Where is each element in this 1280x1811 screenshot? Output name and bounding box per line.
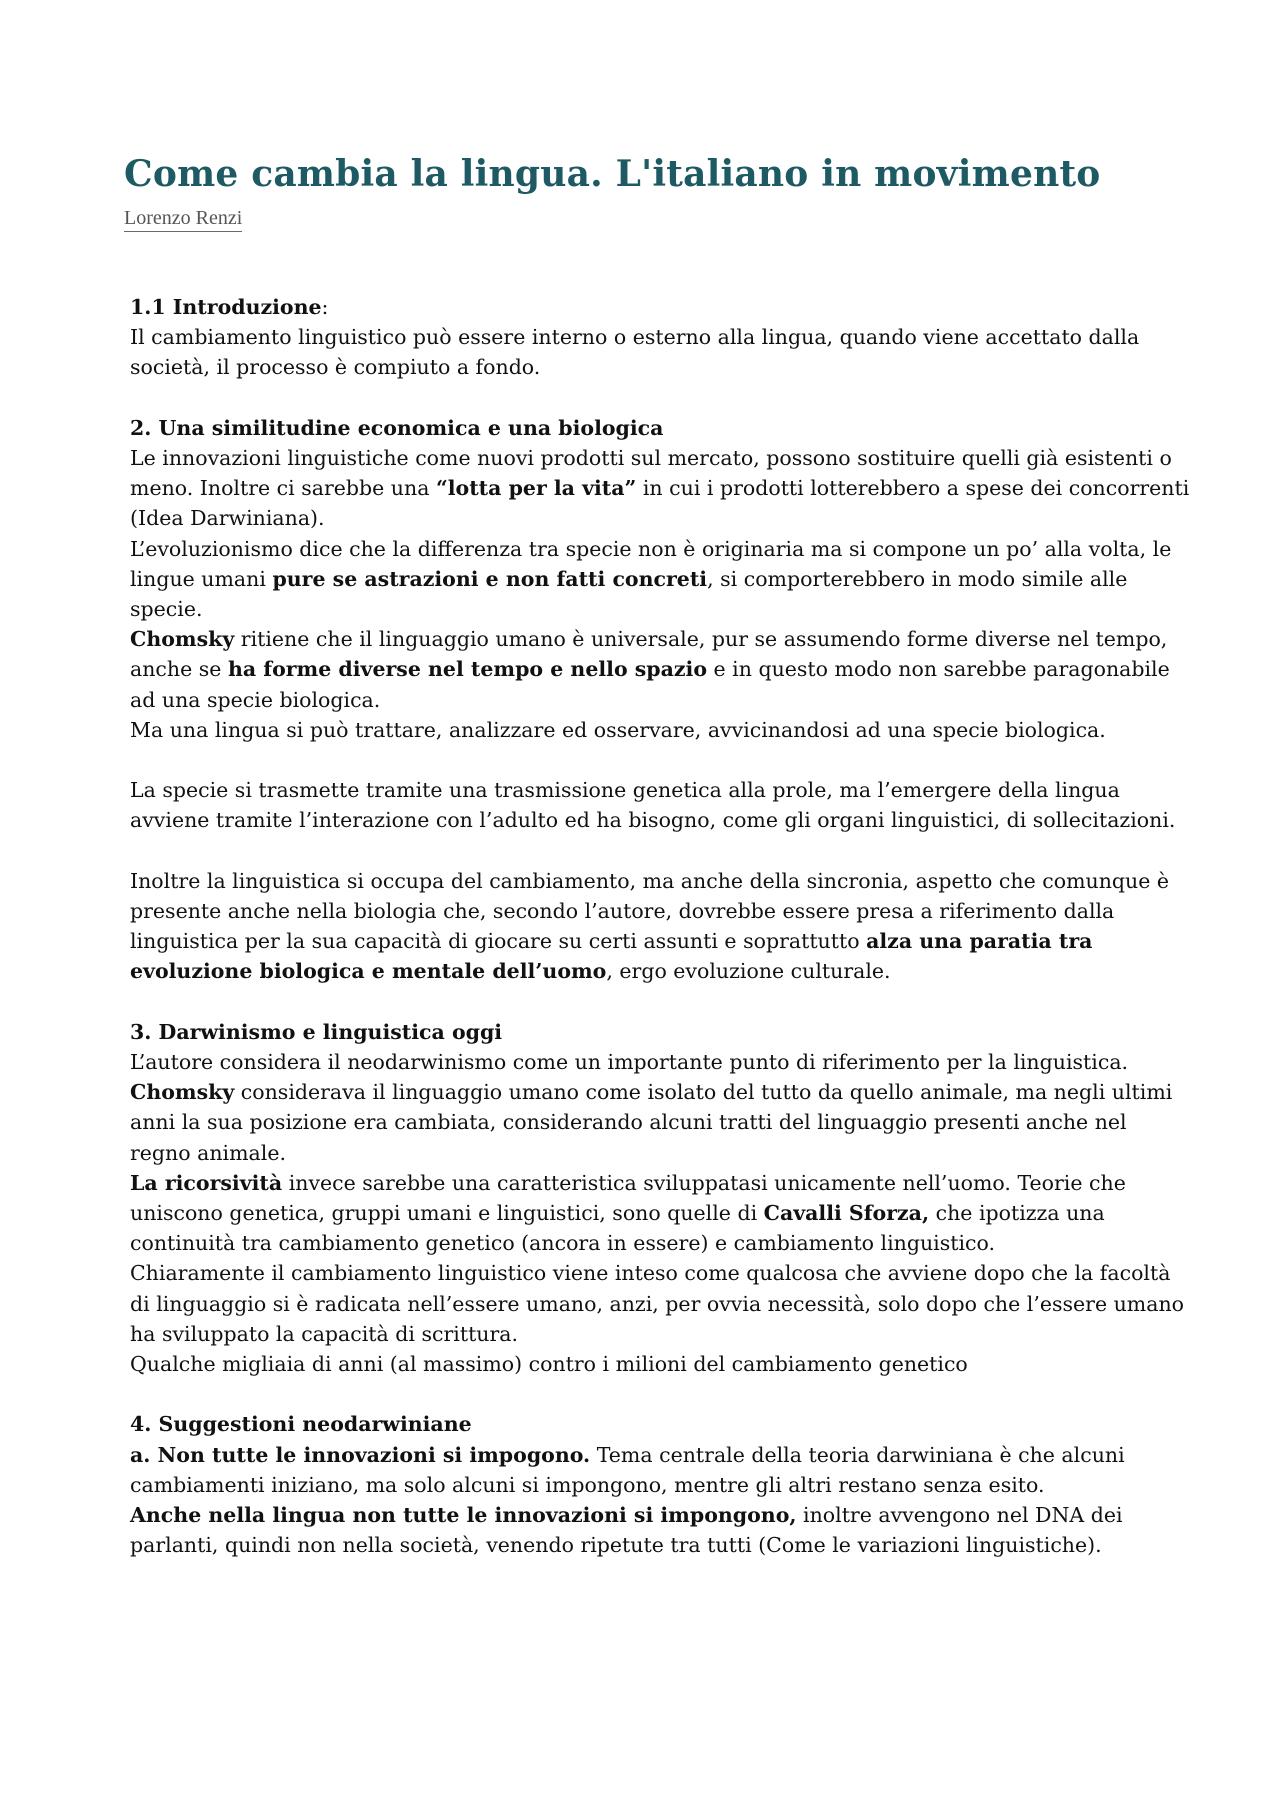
text-run: invece sarebbe una caratteristica sviluppatasi unicamente nell’uomo. Teorie che uniscono genetica, gruppi umani e linguistici, sono quelle di — [130, 1170, 1126, 1226]
text-run: , ergo evoluzione culturale. — [606, 959, 891, 984]
bold-run: “lotta per la vita” — [435, 476, 637, 501]
text-run: in cui i prodotti lotterebbero a spese dei concorrenti (Idea Darwiniana). — [130, 476, 1190, 531]
section-2-paragraph-5: La specie si trasmette tramite una trasmissione genetica alla prole, ma l’emergere della lingua avviene tramite l’interazione con l’adulto ed ha bisogno, come gli organi linguistici, di sollecitazioni. — [130, 778, 1176, 833]
bold-run: pure se astrazioni e non fatti concreti — [272, 566, 708, 591]
section-3-paragraph-4: Chiaramente il cambiamento linguistico viene inteso come qualcosa che avviene dopo che la facoltà di linguaggio si è radicata nell’essere umano, anzi, per ovvia necessità, solo dopo che l’essere umano ha sviluppato la capacità di scrittura. — [130, 1261, 1185, 1346]
text-run: ritiene che il linguaggio umano è universale, pur se assumendo forme diverse nel tempo, anche se — [130, 627, 1168, 682]
section-4-paragraph-2 — [130, 1500, 1190, 1560]
text-run: e in questo modo non sarebbe paragonabile ad una specie biologica. — [130, 657, 1170, 712]
heading-colon: : — [321, 295, 329, 319]
paragraph-gap — [130, 836, 1190, 866]
section-2-paragraph-1 — [130, 443, 1190, 534]
section-1-paragraph: Il cambiamento linguistico può essere interno o esterno alla lingua, quando viene accettato dalla società, il processo è compiuto a fondo. — [130, 325, 1140, 380]
paragraph-gap — [130, 1379, 1190, 1409]
section-heading-text: 3. Darwinismo e linguistica oggi — [130, 1019, 503, 1044]
document-title: Come cambia la lingua. L'italiano in movimento — [124, 153, 1101, 195]
section-3-paragraph-1: L’autore considera il neodarwinismo come un importante punto di riferimento per la linguistica. — [130, 1050, 1129, 1075]
section-2-paragraph-2 — [130, 534, 1190, 625]
section-1-heading — [130, 292, 1190, 322]
bold-run: ha forme diverse nel tempo e nello spazio — [227, 657, 708, 682]
text-run: , si comporterebbero in modo simile alle specie. — [130, 566, 1128, 622]
text-run: L’evoluzionismo dice che la differenza tra specie non è originaria ma si compone un po’ alla volta, le lingue umani — [130, 536, 1172, 591]
bold-run: Anche nella lingua non tutte le innovazioni si impongono, — [130, 1503, 797, 1528]
section-2-paragraph-3 — [130, 624, 1190, 715]
section-heading-text: 2. Una similitudine economica e una biologica — [130, 415, 664, 440]
author-link[interactable]: Lorenzo Renzi — [124, 206, 242, 232]
bold-run: Chomsky — [130, 627, 235, 652]
section-heading-text: 4. Suggestioni neodarwiniane — [130, 1412, 472, 1437]
text-run: Le innovazioni linguistiche come nuovi prodotti sul mercato, possono sostituire quelli già esistenti o meno. Inoltre ci sarebbe una — [130, 446, 1172, 501]
bold-run: alza una paratia tra evoluzione biologica e mentale dell’uomo — [130, 929, 1093, 984]
text-run: Tema centrale della teoria darwiniana è che alcuni cambiamenti iniziano, ma solo alcuni si impongono, mentre gli altri restano senza esito. — [130, 1442, 1125, 1497]
section-3-paragraph-5: Qualche migliaia di anni (al massimo) contro i milioni del cambiamento genetico — [130, 1352, 968, 1377]
section-2-paragraph-6 — [130, 866, 1190, 987]
text-run: inoltre avvengono nel DNA dei parlanti, quindi non nella società, venendo ripetute tra tutti (Come le variazioni linguistiche). — [130, 1503, 1123, 1558]
bold-run: La ricorsività — [130, 1170, 283, 1195]
bold-run: Cavalli Sforza, — [763, 1201, 930, 1226]
paragraph-gap — [130, 987, 1190, 1017]
section-4-paragraph-1 — [130, 1440, 1190, 1500]
section-4-heading — [130, 1409, 1190, 1439]
text-run: considerava il linguaggio umano come isolato del tutto da quello animale, ma negli ultimi anni la sua posizione era cambiata, considerando alcuni tratti del linguaggio presenti anche nel regno animale. — [130, 1080, 1173, 1165]
section-3-heading — [130, 1017, 1190, 1047]
paragraph-gap — [130, 745, 1190, 775]
section-2-paragraph-4: Ma una lingua si può trattare, analizzare ed osservare, avvicinandosi ad una specie biologica. — [130, 717, 1106, 742]
text-run: che ipotizza una continuità tra cambiamento genetico (ancora in essere) e cambiamento linguistico. — [130, 1201, 1105, 1256]
bold-run: a. Non tutte le innovazioni si impogono. — [130, 1442, 591, 1467]
paragraph-gap — [130, 383, 1190, 413]
section-2-heading — [130, 413, 1190, 443]
section-3-paragraph-3 — [130, 1168, 1190, 1259]
section-3-paragraph-2 — [130, 1077, 1190, 1168]
text-run: Inoltre la linguistica si occupa del cambiamento, ma anche della sincronia, aspetto che comunque è presente anche nella biologia che, secondo l’autore, dovrebbe essere presa a riferimento dalla linguistica per la sua capacità di giocare su certi assunti e soprattutto — [130, 868, 1170, 954]
section-heading-text: 1.1 Introduzione — [130, 295, 322, 319]
document-body — [130, 292, 1190, 1560]
bold-run: Chomsky — [130, 1080, 235, 1105]
